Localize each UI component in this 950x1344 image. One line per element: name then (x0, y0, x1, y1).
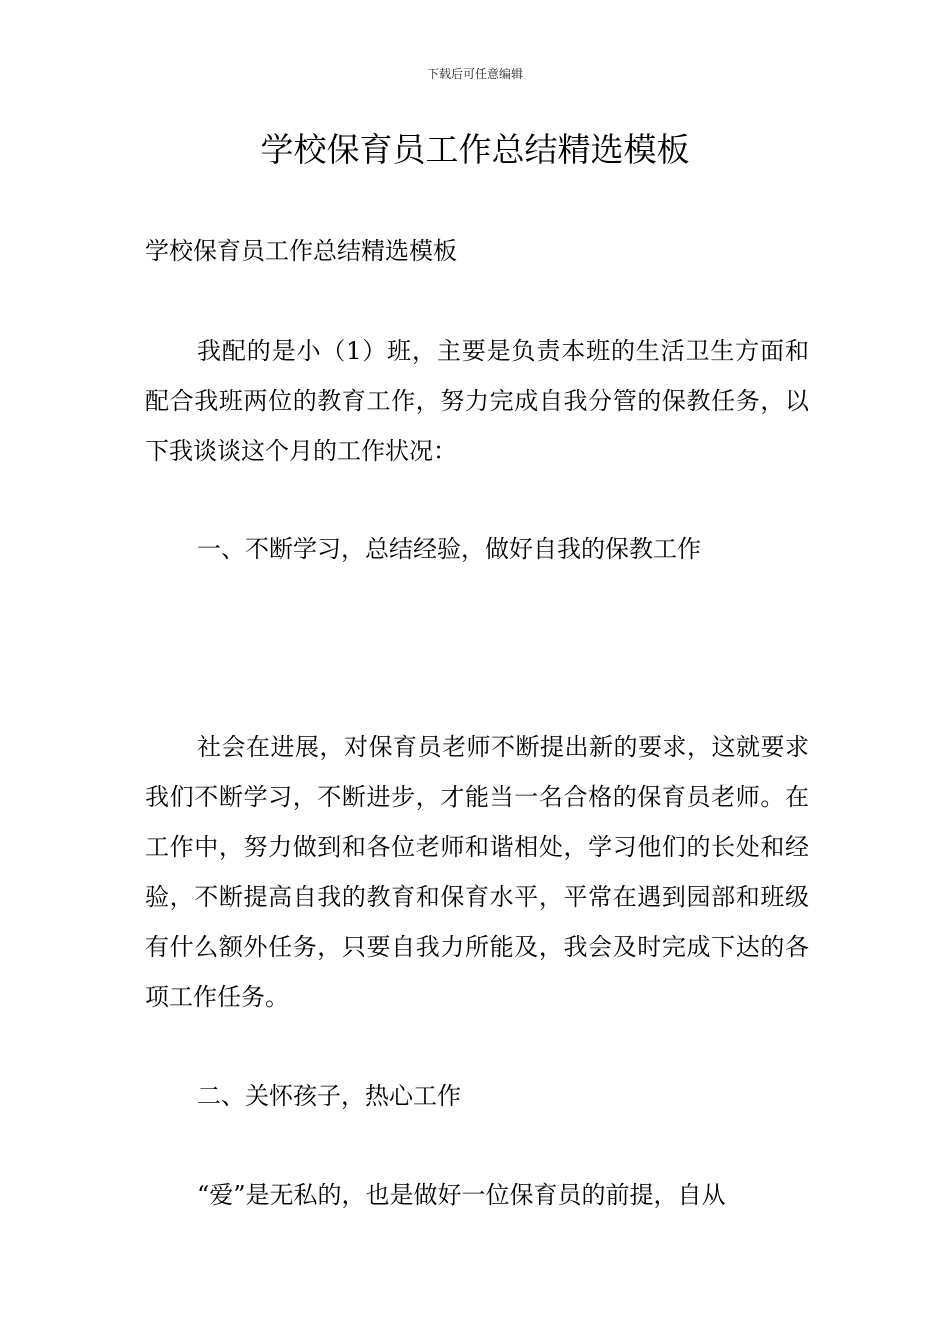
document-title: 学校保育员工作总结精选模板 (260, 130, 690, 169)
section-heading-1: 一、不断学习，总结经验，做好自我的保教工作 (197, 535, 701, 563)
paragraph-section-2: “爱”是无私的，也是做好一位保育员的前提，自从 (197, 1181, 726, 1209)
section-heading-2: 二、关怀孩子，热心工作 (197, 1082, 461, 1110)
header-note: 下载后可任意编辑 (426, 67, 523, 81)
paragraph-section-1: 社会在进展，对保育员老师不断提出新的要求，这就要求我们不断学习，不断进步，才能当一名合格的保育员老师。在工作中，努力做到和各位老师和谐相处，学习他们的长处和经验，不断提高自我的教育和保育水平，平常在遇到园部和班级有什么额外任务，只要自我力所能及，我会及时完成下达的各项工作任务。 (145, 733, 809, 1011)
document-subtitle: 学校保育员工作总结精选模板 (145, 237, 457, 265)
paragraph-intro: 我配的是小（1）班，主要是负责本班的生活卫生方面和配合我班两位的教育工作，努力完成自我分管的保教任务，以下我谈谈这个月的工作状况： (145, 337, 809, 465)
